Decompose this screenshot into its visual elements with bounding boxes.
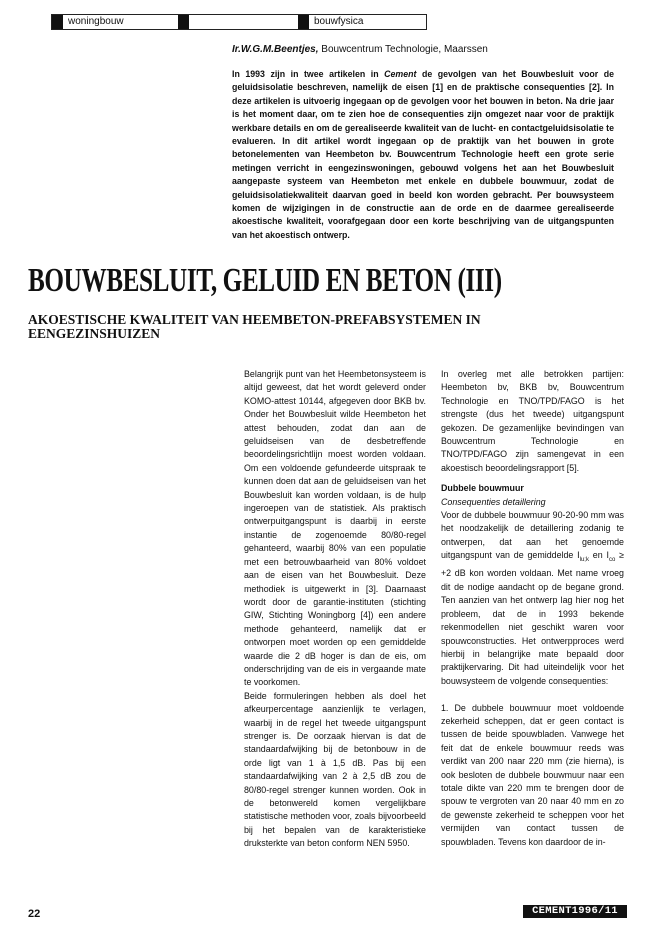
- body-text: Voor de dubbele bouwmuur 90-20-90 mm was het noodzakelijk de detaillering zodanig te ontwerpen, dat aan het genoemde uitgangspunt van de gemiddelde I: [441, 510, 624, 561]
- section-label-woningbouw: woningbouw: [68, 16, 124, 27]
- author-name: Ir.W.G.M.Beentjes,: [232, 44, 319, 55]
- section-marker-right: [298, 15, 309, 29]
- intro-text-start: In 1993 zijn in twee artikelen in: [232, 69, 385, 79]
- intro-text-rest: de gevolgen van het Bouwbesluit voor de geluidsisolatie beschreven, namelijk de eisen [1] en de praktische consequenties [2]. In deze artikelen is uitvoerig ingegaan op de gevolgen voor het bouwen in beton. Na drie jaar is het moment daar, om te zien hoe de consequenties zijn omgezet naar voor de praktijk werkbare details en om de gerealiseerde kwaliteit van de lucht- en contactgeluidsisolatie te evalueren. In dit artikel wordt ingegaan op de praktijk van het bouwen in grote betonelementen van Heembeton bv. Bouwcentrum Technologie heeft een grote serie metingen verricht in eengezinswoningen, gebouwd volgens het aan het Bouwbesluit aangepaste systeem van Heembeton met enkele en dubbele bouwmuur, zodat de geluidsisolatiekwaliteit daarvan goed in beeld kon worden gebracht. Per bouwsysteem komen de wijzigingen in de constructie aan de orde en de daarmee gerealiseerde akoestische kwaliteit, voorafgegaan door een korte beschrijving van de uitgangspunten van het akoestisch ontwerp.: [232, 69, 614, 240]
- body-paragraph: [441, 509, 624, 688]
- article-subtitle: AKOESTISCHE KWALITEIT VAN HEEMBETON-PREFABSYSTEMEN IN EENGEZINSHUIZEN: [28, 312, 481, 341]
- issue-badge: CEMENT1996/11: [523, 905, 627, 918]
- body-column-left: [244, 368, 426, 851]
- section-heading: Dubbele bouwmuur: [441, 483, 524, 494]
- body-column-right: [441, 368, 624, 849]
- author-line: [232, 44, 488, 56]
- body-paragraph: In overleg met alle betrokken partijen: Heembeton bv, BKB bv, Bouwcentrum Technologie en TNO/TPD/FAGO is het strengste (dus het tweede) uitgangspunt gekozen. De gezamenlijke bevindingen van Bouwcentrum Technologie en TNO/TPD/FAGO zijn samengevat in een akoestisch beoordelingsrapport [5].: [441, 369, 624, 473]
- section-label-bouwfysica: bouwfysica: [314, 16, 364, 27]
- intro-magazine-name: Cement: [384, 69, 417, 79]
- body-paragraph: Beide formuleringen hebben als doel het afkeurpercentage aanzienlijk te verlagen, waarbij in de regel het tweede uitgangspunt strenger is. De oorzaak hiervan is dat de standaardafwijking bij de betonbouw in de orde ligt van 1 à 1,5 dB. Pas bij een standaardafwijking van 2 à 2,5 dB zou de 80/80-regel strenger kunnen worden. Ook in de betonwereld komen vergelijkbare statistische methoden voor, zoals bijvoorbeeld bij het bepalen van de karakteristieke druksterkte van beton conform NEN 5950.: [244, 690, 426, 849]
- section-header-bar: [51, 14, 427, 30]
- body-text: ≥ +2 dB kon worden voldaan. Met name vroeg dit de nodige aandacht op de begane grond. Ten aanzien van het ontwerp lag hier nog het probleem, dat de in 1993 bekende rekenmodellen niet geschikt waren voor spouwconstructies. Het ontwerpproces werd hierbij in belangrijke mate bepaald door praktijkervaring. Dit had uiteindelijk voor het bouwsysteem de volgende consequenties:: [441, 550, 624, 686]
- section-marker-middle: [178, 15, 189, 29]
- page-number: 22: [28, 908, 41, 920]
- subscript: co: [608, 557, 616, 564]
- body-text: en I: [588, 550, 609, 561]
- intro-paragraph: [232, 68, 614, 242]
- section-marker-left: [52, 15, 63, 29]
- author-affiliation: Bouwcentrum Technologie, Maarssen: [321, 44, 488, 55]
- section-subheading: Consequenties detaillering: [441, 496, 546, 507]
- body-paragraph: Belangrijk punt van het Heembetonsysteem is altijd geweest, dat het wordt geleverd onder KOMO-attest 10144, afgegeven door BKB bv. Onder het Bouwbesluit wilde Heembeton het attest behouden, zodat dan aan de geluidseisen van de desbetreffende beoordelingsrichtlijn moest worden voldaan. Om een voldoende gefundeerde uitspraak te kunnen doen dat aan de geluidseisen van het Bouwbesluit kan worden voldaan, is de hulp ingeroepen van de statistiek. Als praktisch ontwerpuitgangspunt is daarbij in eerste instantie de zogenoemde 80/80-regel gehanteerd, waarbij 80% van een populatie met een betrouwbaarheid van 80% voldoet aan de eisen van het Bouwbesluit. Deze methodiek is uitgewerkt in [3]. Daarnaast wordt door de garantie-instituten (stichting GIW, Stichting Woningborg [4]) een andere methode gehanteerd, namelijk dat er ontworpen moet worden op een gemiddelde waarde die 2 dB hoger is dan de eis, om onderschrijding van de eis in vergaande mate te voorkomen.: [244, 369, 426, 688]
- body-paragraph: 1. De dubbele bouwmuur moet voldoende zekerheid scheppen, dat er geen contact is tussen de beide spouwbladen. Vanwege het feit dat de enkele bouwmuur reeds was verdikt van 200 naar 220 mm (zie hierna), is ook besloten de dubbele bouwmuur naar een totale dikte van 220 mm te brengen door de spouw te vergroten van 20 naar 40 mm en zo de gewenste zekerheid te scheppen voor het vermijden van contact tussen de spouwbladen. Tevens kon daardoor de in-: [441, 702, 624, 847]
- article-title: BOUWBESLUIT, GELUID EN BETON (III): [28, 262, 502, 299]
- subscript: lu;k: [579, 557, 589, 564]
